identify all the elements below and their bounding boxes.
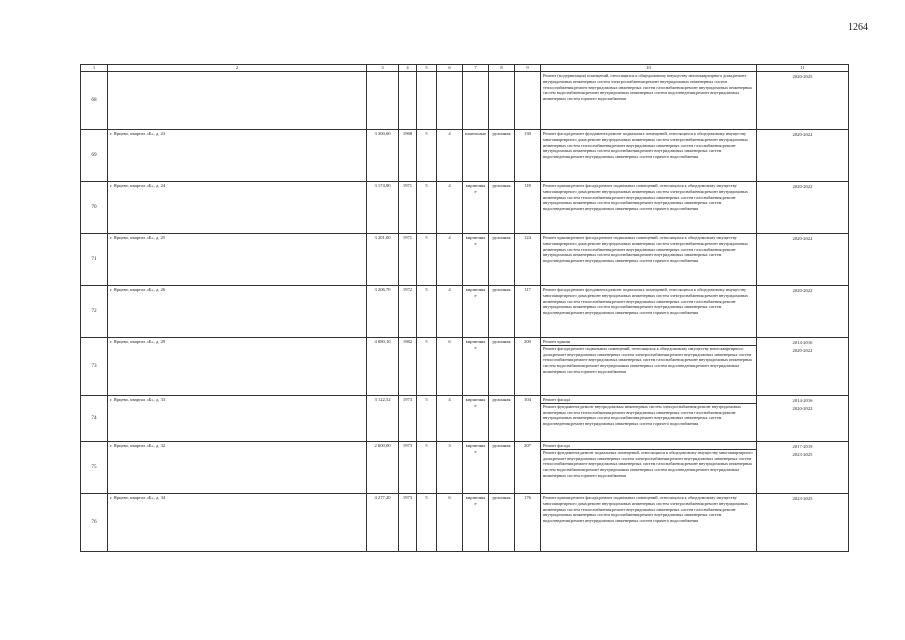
floors-cell: 5	[417, 396, 437, 442]
apartments-cell: 118	[515, 182, 541, 234]
column-number: 9	[515, 65, 541, 72]
roof-cell: рулонная	[489, 338, 515, 396]
year-cell: 1971	[399, 182, 417, 234]
address-cell: г. Ярцево, квартал «Б», д. 24	[108, 182, 367, 234]
column-number-row	[81, 65, 849, 72]
walls-cell: кирпичные	[463, 396, 489, 442]
period-secondary: 2023-2025	[792, 451, 813, 457]
period-cell	[757, 130, 849, 182]
floors-cell	[417, 72, 437, 130]
works-first-line: Ремонт крыши	[543, 339, 571, 345]
row-number: 71	[81, 234, 108, 286]
area-cell: 4 277,20	[367, 494, 399, 552]
address-cell: г. Ярцево, квартал «Б», д. 32	[108, 442, 367, 494]
year-cell: 1968	[399, 130, 417, 182]
apartments-cell: 104	[515, 396, 541, 442]
year-cell: 1982	[399, 338, 417, 396]
column-number: 6	[437, 65, 463, 72]
address-cell: г. Ярцево, квартал «Б», д. 33	[108, 396, 367, 442]
table-row	[81, 338, 849, 396]
works-cell	[541, 130, 757, 182]
roof-cell: рулонная	[489, 286, 515, 338]
works-first-line: Ремонт фасада	[543, 397, 571, 403]
roof-cell: рулонная	[489, 442, 515, 494]
year-cell: 1971	[399, 234, 417, 286]
works-cell	[541, 494, 757, 552]
area-cell: 3 122,52	[367, 396, 399, 442]
works-first-line: Ремонт фасада	[543, 443, 571, 449]
column-number: 7	[463, 65, 489, 72]
period-cell	[757, 442, 849, 494]
works-text: Ремонт крыши;ремонт фасада;ремонт подвальных помещений, относящихся к общедомовому имуществу многоквартирного дома;ремонт внутридомовых инженерных систем электроснабжения;ремонт внутридомовых инженерных систем теплоснабжения;ремонт внутридомовых инженерных систем газоснабжения;ремонт внутридомовых инженерных систем водоснабжения;ремонт внутридомовых инженерных систем водоотведения;ремонт внутридомовых инженерных систем горячего водоснабжения	[543, 495, 749, 523]
area-cell: 3 300,60	[367, 130, 399, 182]
period-secondary: 2020-2022	[792, 405, 813, 411]
area-cell	[367, 72, 399, 130]
period-primary: 2023-2025	[792, 496, 813, 502]
roof-cell: рулонная	[489, 130, 515, 182]
works-cell	[541, 234, 757, 286]
address-cell: г. Ярцево, квартал «Б», д. 25	[108, 234, 367, 286]
entrances-cell: 4	[437, 130, 463, 182]
column-number: 5	[417, 65, 437, 72]
works-text: Ремонт фундамента;ремонт подвальных помещений, относящихся к общедомовому имуществу многоквартирного дома;ремонт внутридомовых инженерных систем электроснабжения;ремонт внутридомовых инженерных систем теплоснабжения;ремонт внутридомовых инженерных систем газоснабжения;ремонт внутридомовых инженерных систем водоснабжения;ремонт внутридомовых инженерных систем водоотведения;ремонт внутридомовых инженерных систем горячего водоснабжения	[543, 449, 753, 478]
apartments-cell: 130	[515, 130, 541, 182]
year-cell	[399, 72, 417, 130]
row-number: 68	[81, 72, 108, 130]
address-cell	[108, 72, 367, 130]
period-cell	[757, 234, 849, 286]
column-number: 4	[399, 65, 417, 72]
floors-cell: 5	[417, 130, 437, 182]
works-text: Ремонт фундамента;ремонт внутридомовых инженерных систем электроснабжения;ремонт внутридомовых инженерных систем теплоснабжения;ремонт внутридомовых инженерных систем газоснабжения;ремонт внутридомовых инженерных систем водоснабжения;ремонт внутридомовых инженерных систем водоотведения;ремонт внутридомовых инженерных систем горячего водоснабжения	[543, 403, 741, 426]
works-text: Ремонт фасада;ремонт фундамента;ремонт подвальных помещений, относящихся к общедомовому имуществу многоквартирного дома;ремонт внутридомовых инженерных систем электроснабжения;ремонт внутридомовых инженерных систем теплоснабжения;ремонт внутридомовых инженерных систем газоснабжения;ремонт внутридомовых инженерных систем водоснабжения;ремонт внутридомовых инженерных систем водоотведения;ремонт внутридомовых инженерных систем горячего водоснабжения	[543, 287, 749, 315]
works-cell	[541, 396, 757, 442]
address-cell: г. Ярцево, квартал «Б», д. 34	[108, 494, 367, 552]
roof-cell: рулонная	[489, 396, 515, 442]
column-number: 8	[489, 65, 515, 72]
area-cell: 4 080,10	[367, 338, 399, 396]
table-row	[81, 182, 849, 234]
period-cell	[757, 396, 849, 442]
apartments-cell: 117	[515, 286, 541, 338]
walls-cell: панельные	[463, 130, 489, 182]
entrances-cell	[437, 72, 463, 130]
period-primary: 2020-2022	[792, 288, 813, 294]
address-cell: г. Ярцево, квартал «Б», д. 23	[108, 130, 367, 182]
table-row	[81, 72, 849, 130]
roof-cell: рулонная	[489, 494, 515, 552]
apartments-cell	[515, 72, 541, 130]
entrances-cell: 4	[437, 286, 463, 338]
works-text: Ремонт крыши;ремонт фасада;ремонт подвальных помещений, относящихся к общедомовому имуществу многоквартирного дома;ремонт внутридомовых инженерных систем электроснабжения;ремонт внутридомовых инженерных систем теплоснабжения;ремонт внутридомовых инженерных систем газоснабжения;ремонт внутридомовых инженерных систем водоснабжения;ремонт внутридомовых инженерных систем водоотведения;ремонт внутридомовых инженерных систем горячего водоснабжения	[543, 235, 749, 263]
works-text: Ремонт фасада;ремонт подвальных помещений, относящихся к общедомовому имуществу многоквартирного дома;ремонт внутридомовых инженерных систем электроснабжения;ремонт внутридомовых инженерных систем теплоснабжения;ремонт внутридомовых инженерных систем газоснабжения;ремонт внутридомовых инженерных систем водоснабжения;ремонт внутридомовых инженерных систем водоотведения;ремонт внутридомовых инженерных систем горячего водоснабжения	[543, 345, 753, 374]
works-text: Ремонт крыши;ремонт фасада;ремонт подвальных помещений, относящихся к общедомовому имуществу многоквартирного дома;ремонт внутридомовых инженерных систем электроснабжения;ремонт внутридомовых инженерных систем теплоснабжения;ремонт внутридомовых инженерных систем газоснабжения;ремонт внутридомовых инженерных систем водоснабжения;ремонт внутридомовых инженерных систем водоотведения;ремонт внутридомовых инженерных систем горячего водоснабжения	[543, 183, 749, 211]
walls-cell: кирпичные	[463, 494, 489, 552]
period-primary: 2020-2022	[792, 184, 813, 190]
entrances-cell: 4	[437, 234, 463, 286]
row-number: 70	[81, 182, 108, 234]
column-number: 11	[757, 65, 849, 72]
apartments-cell: 124	[515, 234, 541, 286]
area-cell: 3 174,90	[367, 182, 399, 234]
works-text: Ремонт (модернизация) помещений, относящихся к общедомовому имуществу многоквартирного дома;ремонт внутридомовых инженерных систем электроснабжения;ремонт внутридомовых инженерных систем теплоснабжения;ремонт внутридомовых инженерных систем газоснабжения;ремонт внутридомовых инженерных систем водоснабжения;ремонт внутридомовых инженерных систем водоотведения;ремонт внутридомовых инженерных систем горячего водоснабжения	[543, 73, 753, 101]
row-number: 74	[81, 396, 108, 442]
row-number: 72	[81, 286, 108, 338]
period-cell	[757, 72, 849, 130]
apartments-cell: 176	[515, 494, 541, 552]
period-primary: 2020-2025	[792, 74, 813, 80]
period-primary: 2020-2022	[792, 236, 813, 242]
works-cell	[541, 286, 757, 338]
works-cell	[541, 72, 757, 130]
period-cell	[757, 286, 849, 338]
column-number: 2	[108, 65, 367, 72]
roof-cell: рулонная	[489, 234, 515, 286]
table-row	[81, 130, 849, 182]
period-primary: 2014-2016	[792, 340, 813, 346]
walls-cell: кирпичные	[463, 338, 489, 396]
works-cell	[541, 442, 757, 494]
roof-cell: рулонная	[489, 182, 515, 234]
column-number: 10	[541, 65, 757, 72]
area-cell: 2 600,00	[367, 442, 399, 494]
walls-cell: кирпичные	[463, 234, 489, 286]
period-primary: 2014-2016	[792, 398, 813, 404]
row-number: 69	[81, 130, 108, 182]
row-number: 75	[81, 442, 108, 494]
repair-program-table	[80, 64, 849, 552]
table-row	[81, 396, 849, 442]
works-text: Ремонт фасада;ремонт фундамента;ремонт подвальных помещений, относящихся к общедомовому имуществу многоквартирного дома;ремонт внутридомовых инженерных систем электроснабжения;ремонт внутридомовых инженерных систем теплоснабжения;ремонт внутридомовых инженерных систем газоснабжения;ремонт внутридомовых инженерных систем водоснабжения;ремонт внутридомовых инженерных систем водоотведения;ремонт внутридомовых инженерных систем горячего водоснабжения	[543, 131, 749, 159]
year-cell: 1973	[399, 494, 417, 552]
floors-cell: 5	[417, 442, 437, 494]
year-cell: 1973	[399, 396, 417, 442]
floors-cell: 5	[417, 338, 437, 396]
works-cell	[541, 338, 757, 396]
year-cell: 1972	[399, 286, 417, 338]
floors-cell: 5	[417, 494, 437, 552]
period-cell	[757, 338, 849, 396]
walls-cell: кирпичные	[463, 182, 489, 234]
table-row	[81, 234, 849, 286]
period-cell	[757, 494, 849, 552]
area-cell: 3 206,70	[367, 286, 399, 338]
column-number: 3	[367, 65, 399, 72]
works-cell	[541, 182, 757, 234]
row-number: 76	[81, 494, 108, 552]
walls-cell: кирпичные	[463, 442, 489, 494]
table-row	[81, 494, 849, 552]
entrances-cell: 6	[437, 338, 463, 396]
entrances-cell: 6	[437, 494, 463, 552]
apartments-cell: 207	[515, 442, 541, 494]
table-row	[81, 286, 849, 338]
entrances-cell: 4	[437, 396, 463, 442]
period-secondary: 2020-2022	[792, 347, 813, 353]
address-cell: г. Ярцево, квартал «Б», д. 26	[108, 286, 367, 338]
page-number: 1264	[848, 22, 868, 33]
area-cell: 3 201,00	[367, 234, 399, 286]
floors-cell: 5	[417, 286, 437, 338]
apartments-cell: 200	[515, 338, 541, 396]
table-row	[81, 442, 849, 494]
floors-cell: 5	[417, 182, 437, 234]
walls-cell	[463, 72, 489, 130]
column-number: 1	[81, 65, 108, 72]
roof-cell	[489, 72, 515, 130]
entrances-cell: 4	[437, 182, 463, 234]
floors-cell: 5	[417, 234, 437, 286]
row-number: 73	[81, 338, 108, 396]
year-cell: 1973	[399, 442, 417, 494]
period-primary: 2017-2019	[792, 444, 813, 450]
period-primary: 2020-2022	[792, 132, 813, 138]
walls-cell: кирпичные	[463, 286, 489, 338]
address-cell: г. Ярцево, квартал «Б», д. 29	[108, 338, 367, 396]
entrances-cell: 3	[437, 442, 463, 494]
period-cell	[757, 182, 849, 234]
